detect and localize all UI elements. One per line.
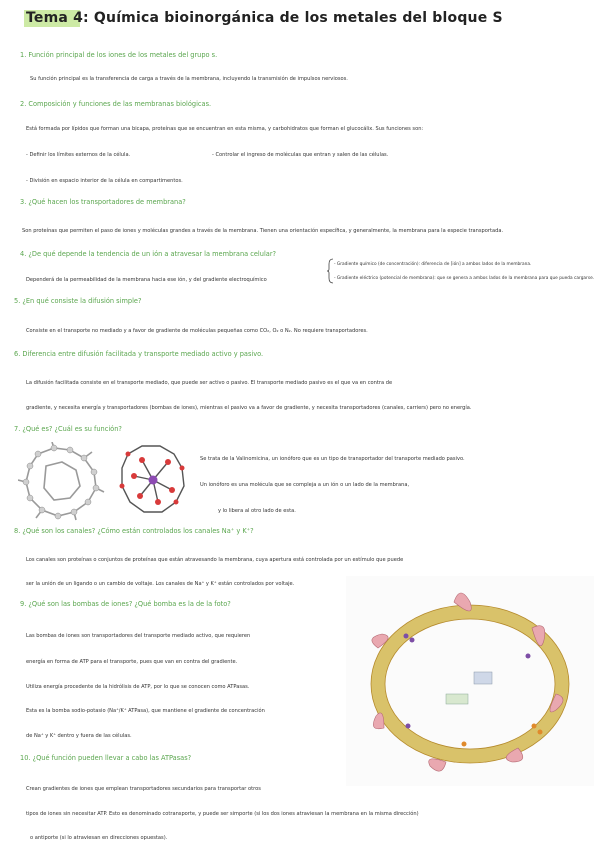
answer-9-line-3: Utiliza energía procedente de la hidrólisis de ATP, por lo que se conocen como ATPasas.: [26, 684, 250, 690]
answer-8-line-1: Los canales son proteínas o conjuntos de proteínas que están atravesando la membrana, cuya apertura está controlada por un estímulo que puede: [26, 557, 404, 563]
answer-9-line-2: energía en forma de ATP para el transporte, pues que van en contra del gradiente.: [26, 659, 238, 665]
answer-10-line-3: o antiporte (si lo atraviesan en direcciones opuestas).: [30, 835, 168, 841]
answer-8-line-2: ser la unión de un ligando o un cambio de voltaje. Los canales de Na⁺ y K⁺ están controlados por voltaje.: [26, 581, 295, 587]
answer-1: Su función principal es la transferencia de carga a través de la membrana, incluyendo la transmisión de impulsos nerviosos.: [30, 76, 348, 82]
answer-9-line-1: Las bombas de iones son transportadores del transporte mediado activo, que requieren: [26, 633, 251, 639]
answer-2-line-1: Está formada por lípidos que forman una bicapa, proteínas que se encuentran en esta misma, y carbohidratos que forman el glucocálix. Sus funciones son:: [26, 126, 424, 132]
question-4: 4. ¿De qué depende la tendencia de un ión a atravesar la membrana celular?: [20, 250, 277, 258]
answer-4-note-2: - Gradiente eléctrico (potencial de membrana): que se genera a ambos lados de la membrana para que pueda cargarse.: [334, 276, 595, 281]
answer-6-line-2: gradiente, y necesita energía y transportadores (bombas de iones), mientras el pasivo va a favor de gradiente, y necesita transportadores (canales, carriers) pero no energía.: [26, 405, 472, 411]
answer-10-line-1: Crean gradientes de iones que emplean transportadores secundarios para transportar otros: [26, 786, 261, 792]
answer-9-line-5: de Na⁺ y K⁺ dentro y fuera de las células.: [26, 733, 132, 739]
answer-3: Son proteínas que permiten el paso de iones y moléculas grandes a través de la membrana. Tienen una orientación específica, y generalmente, la membrana para la especie transportada.: [22, 228, 504, 234]
answer-7-line-2: Un ionóforo es una molécula que se compleja a un ión o un lado de la membrana,: [200, 482, 410, 488]
answer-2-bullet-3: - División en espacio interior de la célula en compartimentos.: [26, 178, 183, 184]
question-5: 5. ¿En qué consiste la difusión simple?: [14, 297, 142, 305]
question-7: 7. ¿Qué es? ¿Cuál es su función?: [14, 425, 122, 433]
question-6: 6. Diferencia entre difusión facilitada y transporte mediado activo y pasivo.: [14, 350, 264, 358]
title-rest: : Química bioinorgánica de los metales del bloque S: [83, 10, 503, 26]
page-title: [26, 10, 503, 26]
answer-7-line-1: Se trata de la Valinomicina, un ionóforo que es un tipo de transportador del transporte mediado pasivo.: [200, 456, 465, 462]
answer-2-bullet-2: - Controlar el ingreso de moléculas que entran y salen de las células.: [212, 152, 389, 158]
brace-icon: [326, 258, 334, 284]
answer-4: Dependerá de la permeabilidad de la membrana hacia ese ión, y del gradiente electroquímico: [26, 277, 267, 283]
answer-4-note-1: - Gradiente químico (de concentración): diferencia de [ión] a ambos lados de la membrana.: [334, 262, 532, 267]
answer-2-bullet-1: - Definir los límites externos de la célula.: [26, 152, 131, 158]
question-3: 3. ¿Qué hacen los transportadores de membrana?: [20, 198, 186, 206]
valinomycin-k-complex-image: [112, 440, 194, 520]
title-label: Tema 4: [26, 10, 84, 26]
valinomycin-ball-stick-image: [18, 442, 106, 522]
question-8: 8. ¿Qué son los canales? ¿Cómo están controlados los canales Na⁺ y K⁺?: [14, 527, 254, 535]
question-2: 2. Composición y funciones de las membranas biológicas.: [20, 100, 212, 108]
answer-7-line-3: y lo libera al otro lado de esta.: [218, 508, 296, 514]
question-10: 10. ¿Qué función pueden llevar a cabo las ATPasas?: [20, 754, 192, 762]
na-k-pump-diagram: [346, 576, 594, 786]
question-9: 9. ¿Qué son las bombas de iones? ¿Qué bomba es la de la foto?: [20, 600, 231, 608]
answer-9-line-4: Esta es la bomba sodio-potasio (Na⁺/K⁺ ATPasa), que mantiene el gradiente de concentración: [26, 708, 265, 714]
question-1: 1. Función principal de los iones de los metales del grupo s.: [20, 51, 218, 59]
answer-6-line-1: La difusión facilitada consiste en el transporte mediado, que puede ser activo o pasivo. El transporte mediado pasivo es el que va en contra de: [26, 380, 393, 386]
answer-5: Consiste en el transporte no mediado y a favor de gradiente de moléculas pequeñas como CO₂, O₂ o N₂. No requiere transportadores.: [26, 328, 368, 334]
answer-10-line-2: tipos de iones sin necesitar ATP. Esto es denominado cotransporte, y puede ser simporte (si los dos iones atraviesan la membrana en la misma dirección): [26, 811, 419, 817]
